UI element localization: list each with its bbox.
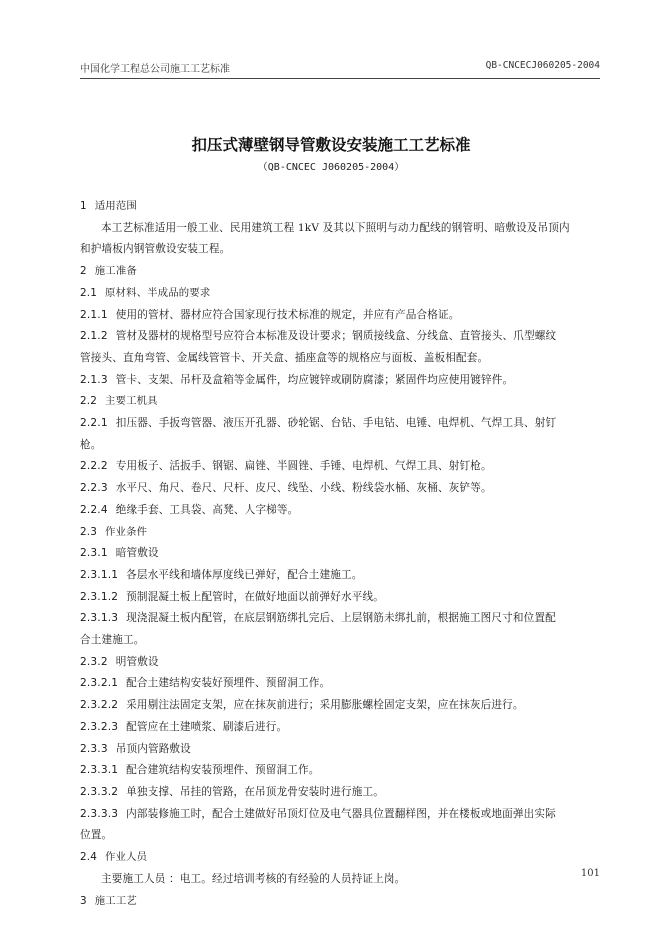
paragraph-text: 吊顶内管路敷设	[115, 742, 191, 755]
text-line	[80, 218, 602, 240]
paragraph-text: 暗管敷设	[115, 547, 159, 560]
paragraph-text: 管材及器材的规格型号应符合本标准及设计要求；钢质接线盒、分线盒、直管接头、爪型螺纹	[115, 330, 557, 343]
paragraph-text: 采用剔注法固定支架，应在抹灰前进行；采用膨胀螺栓固定支架，应在抹灰后进行。	[126, 699, 524, 712]
text-line	[80, 804, 602, 826]
text-line	[80, 283, 602, 305]
text-line	[80, 326, 602, 348]
section-number: 2.2.1	[80, 417, 108, 430]
paragraph-text: 枪。	[80, 438, 102, 451]
paragraph-text: 主要施工人员 ：电工。经过培训考核的有经验的人员持证上岗。	[101, 872, 406, 885]
text-line	[80, 456, 602, 478]
section-number: 2.3.1.1	[80, 568, 119, 581]
text-line	[80, 478, 602, 500]
section-number: 2.3.3.2	[80, 785, 119, 798]
section-number: 3	[80, 894, 87, 907]
paragraph-text: 使用的管材、器材应符合国家现行技术标准的规定，并应有产品合格证。	[115, 308, 460, 321]
section-heading: 适用范围	[94, 200, 137, 212]
section-number: 2	[80, 265, 87, 278]
paragraph-text: 合土建施工。	[80, 634, 145, 647]
section-number: 2.3.1.3	[80, 612, 119, 625]
paragraph-text: 扣压器、手扳弯管器、液压开孔器、砂轮锯、台钻、手电钻、电锤、电焊机、气焊工具、射钉	[115, 417, 557, 430]
text-line	[80, 305, 602, 327]
text-line	[80, 891, 602, 913]
section-number: 2.1.3	[80, 373, 108, 386]
section-number: 2.3.2	[80, 655, 108, 668]
text-line	[80, 847, 602, 869]
text-line	[80, 500, 602, 522]
text-line	[80, 261, 602, 283]
section-number: 2.3.2.3	[80, 720, 119, 733]
text-line	[80, 673, 602, 695]
section-number: 2.3.2.1	[80, 677, 119, 690]
section-heading: 施工准备	[94, 265, 137, 278]
text-line	[80, 413, 602, 435]
section-number: 2.1.1	[80, 308, 108, 321]
text-line	[80, 717, 602, 739]
text-line	[80, 565, 602, 587]
section-number: 2.3.2.2	[80, 699, 119, 712]
section-heading: 作业人员	[104, 851, 148, 864]
text-line	[80, 608, 602, 630]
document-title: 扣压式薄壁钢导管敷设安装施工工艺标准	[191, 136, 471, 154]
section-number: 2.3.1	[80, 547, 108, 560]
section-heading: 作业条件	[104, 525, 148, 538]
paragraph-text: 专用板子、活扳手、钢锯、扁锉、半圆锉、手锤、电焊机、气焊工具、射钉枪。	[115, 460, 492, 473]
section-heading: 主要工机具	[104, 395, 158, 408]
paragraph-text: 管卡、支架、吊杆及盒箱等金属件，均应镀锌或刷防腐漆；紧固件均应使用镀锌件。	[115, 373, 514, 386]
paragraph-text: 配合建筑结构安装预埋件、预留洞工作。	[126, 764, 320, 777]
paragraph-text: 本工艺标准适用一般工业、民用建筑工程 1kV 及其以下照明与动力配线的钢管明、暗敷设及吊顶内	[101, 221, 570, 234]
text-line	[80, 825, 602, 847]
section-number: 2.2.4	[80, 503, 108, 516]
header-code: QB-CNCECJ060205-2004	[485, 60, 600, 71]
paragraph-text: 管接头、直角弯管、金属线管管卡、开关盒、插座盒等的规格应与面板、盖板相配套。	[80, 351, 489, 364]
paragraph-text: 各层水平线和墙体厚度线已弹好，配合土建施工。	[126, 568, 363, 581]
paragraph-text: 配合土建结构安装好预埋件、预留洞工作。	[126, 677, 331, 690]
section-number: 2.2.3	[80, 482, 108, 495]
text-line	[80, 435, 602, 457]
page-header	[80, 56, 600, 79]
section-number: 2.3	[80, 525, 97, 538]
section-number: 2.3.3.3	[80, 807, 119, 820]
section-number: 2.3.3	[80, 742, 108, 755]
paragraph-text: 和护墙板内钢管敷设安装工程。	[80, 243, 231, 256]
paragraph-text: 明管敷设	[115, 655, 159, 668]
paragraph-text: 绝缘手套、工具袋、高凳、人字梯等。	[115, 503, 299, 516]
paragraph-text: 水平尺、角尺、卷尺、尺杆、皮尺、线坠、小线、粉线袋水桶、灰桶、灰铲等。	[115, 482, 492, 495]
paragraph-text: 预制混凝土板上配管时，在做好地面以前弹好水平线。	[126, 590, 384, 603]
text-line	[80, 652, 602, 674]
section-number: 2.1	[80, 286, 97, 299]
section-number: 2.2.2	[80, 460, 108, 473]
section-number: 2.4	[80, 851, 97, 864]
text-line	[80, 391, 602, 413]
section-number: 1	[80, 200, 87, 212]
paragraph-text: 位置。	[80, 829, 113, 842]
text-line	[80, 695, 602, 717]
page-number: 101	[580, 868, 600, 879]
section-number: 2.3.1.2	[80, 590, 119, 603]
text-line	[80, 370, 602, 392]
paragraph-text: 内部装修施工时，配合土建做好吊顶灯位及电气器具位置翻样图，并在楼板或地面弹出实际	[126, 807, 556, 820]
document-subtitle: （QB-CNCEC J060205-2004）	[257, 162, 405, 173]
text-line	[80, 587, 602, 609]
text-line	[80, 782, 602, 804]
document-body	[80, 196, 602, 912]
text-line	[80, 348, 602, 370]
paragraph-text: 现浇混凝土板内配管，在底层钢筋绑扎完后、上层钢筋未绑扎前，根据施工图尺寸和位置配	[126, 612, 556, 625]
section-number: 2.1.2	[80, 330, 108, 343]
text-line	[80, 522, 602, 544]
text-line	[80, 196, 602, 218]
header-org: 中国化学工程总公司施工工艺标准	[80, 64, 230, 75]
section-heading: 原材料、半成品的要求	[104, 286, 211, 299]
section-number: 2.2	[80, 395, 97, 408]
text-line	[80, 239, 602, 261]
text-line	[80, 630, 602, 652]
section-heading: 施工工艺	[94, 894, 137, 907]
text-line	[80, 739, 602, 761]
text-line	[80, 760, 602, 782]
section-number: 2.3.3.1	[80, 764, 119, 777]
text-line	[80, 869, 602, 891]
paragraph-text: 配管应在土建喷浆、刷漆后进行。	[126, 720, 288, 733]
text-line	[80, 543, 602, 565]
paragraph-text: 单独支撑、吊挂的管路，在吊顶龙骨安装时进行施工。	[126, 785, 384, 798]
